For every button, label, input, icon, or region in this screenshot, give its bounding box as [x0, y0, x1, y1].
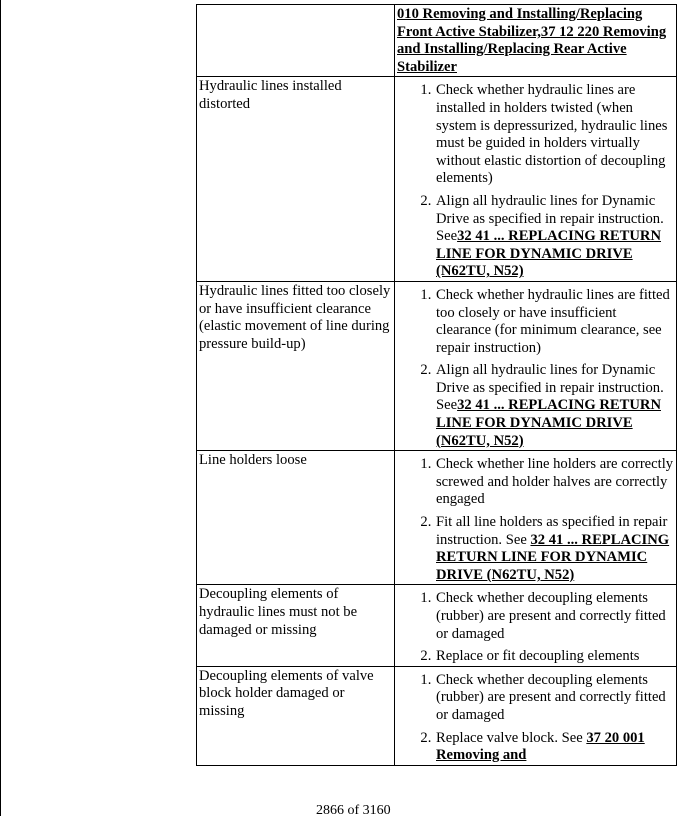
repair-instruction-link[interactable]: 37 20 001 Removing and	[436, 729, 645, 764]
step-item	[435, 456, 674, 509]
cause-cell	[197, 5, 395, 77]
action-cell	[395, 281, 677, 450]
step-list	[397, 456, 674, 584]
table-row	[197, 451, 677, 585]
repair-instruction-link[interactable]: 32 41 ... REPLACING RETURN LINE FOR DYNAMIC DRIVE (N62TU, N52)	[436, 228, 661, 280]
step-text: Check whether decoupling elements (rubber) are present and correctly fitted or damaged	[436, 671, 666, 723]
table-row	[197, 666, 677, 765]
table-row	[197, 77, 677, 282]
step-text: Check whether decoupling elements (rubber) are present and correctly fitted or damaged	[436, 590, 666, 642]
step-text: Check whether line holders are correctly screwed and holder halves are correctly engaged	[436, 456, 674, 508]
step-list	[397, 287, 674, 450]
step-text: Replace or fit decoupling elements	[436, 648, 640, 665]
step-text: Align all hydraulic lines for Dynamic Drive as specified in repair instruction. See	[436, 362, 664, 414]
cause-cell: Line holders loose	[197, 451, 395, 585]
diagnosis-table	[196, 4, 677, 766]
stabilizer-repair-link[interactable]: 010 Removing and Installing/Replacing Front Active Stabilizer,37 12 220 Removing and Installing/Replacing Rear Active Stabilizer	[397, 6, 667, 75]
cause-cell: Hydraulic lines fitted too closely or have insufficient clearance (elastic movement of line during pressure build-up)	[197, 281, 395, 450]
step-item	[435, 514, 674, 584]
action-cell	[395, 585, 677, 666]
step-text: Fit all line holders as specified in repair instruction. See	[436, 514, 668, 548]
step-list	[397, 82, 674, 281]
step-list	[397, 590, 674, 665]
repair-instruction-link[interactable]: 32 41 ... REPLACING RETURN LINE FOR DYNAMIC DRIVE (N62TU, N52)	[436, 531, 670, 583]
step-text: Replace valve block. See	[436, 729, 587, 746]
step-list	[397, 672, 674, 765]
step-item	[435, 82, 674, 188]
action-cell	[395, 5, 677, 77]
action-cell	[395, 666, 677, 765]
table-row	[197, 585, 677, 666]
step-item	[435, 648, 674, 666]
cause-cell: Hydraulic lines installed distorted	[197, 77, 395, 282]
table-row-top	[197, 5, 677, 77]
step-text: Check whether hydraulic lines are fitted too closely or have insufficient clearance (for minimum clearance, see repair instruction)	[436, 286, 670, 356]
page-number: 2866 of 3160	[316, 803, 391, 818]
step-item	[435, 590, 674, 643]
table-row	[197, 281, 677, 450]
action-cell	[395, 77, 677, 282]
cause-cell: Decoupling elements of valve block holder damaged or missing	[197, 666, 395, 765]
diagnosis-table-body	[197, 5, 677, 766]
step-item	[435, 672, 674, 725]
page-left-border	[0, 0, 1, 816]
step-item	[435, 730, 674, 765]
cause-cell: Decoupling elements of hydraulic lines must not be damaged or missing	[197, 585, 395, 666]
step-item	[435, 193, 674, 281]
step-item	[435, 362, 674, 450]
step-item	[435, 287, 674, 357]
step-text: Align all hydraulic lines for Dynamic Drive as specified in repair instruction. See	[436, 192, 664, 245]
action-cell	[395, 451, 677, 585]
step-text: Check whether hydraulic lines are installed in holders twisted (when system is depressurized, hydraulic lines must be guided in holders virtually without elastic distortion of decoupling elements)	[436, 82, 668, 187]
repair-instruction-link[interactable]: 32 41 ... REPLACING RETURN LINE FOR DYNAMIC DRIVE (N62TU, N52)	[436, 397, 661, 449]
